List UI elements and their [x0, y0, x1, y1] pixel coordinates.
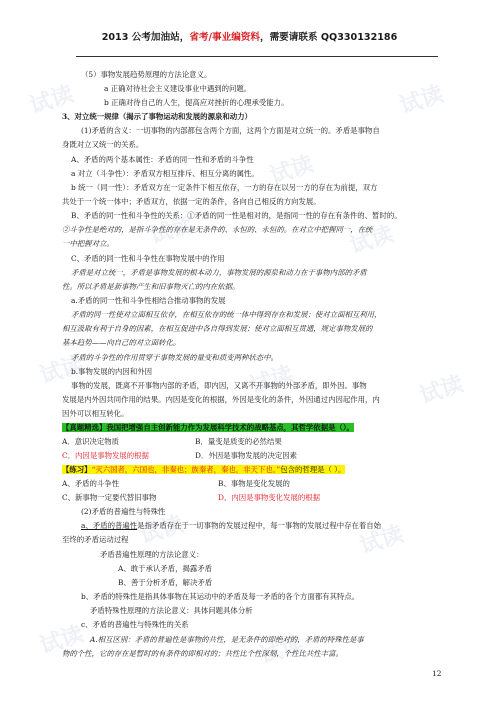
- page-header: [0, 33, 499, 43]
- option-d: D、内因是事物变化发展的根据: [218, 493, 321, 502]
- watermark: 试读: [417, 371, 467, 410]
- text-line: C、矛盾的同一性和斗争性在事物发展中的作用: [71, 254, 225, 263]
- header-rule: [76, 56, 438, 57]
- practice-tag: 【练习】: [62, 465, 92, 474]
- watermark: 试读: [397, 81, 447, 120]
- text-line: 事物的发展，既离不开事物内部的矛盾，即内因，又离不开事物的外部矛盾，即外因。事物: [71, 381, 367, 390]
- text-line: b 统一（同一性）：矛盾双方在一定条件下相互依存，一方的存在以另一方的存在为前提，双方: [71, 183, 378, 192]
- text-line: 发展是内外因共同作用的结果。内因是变化的根据，外因是变化的条件，外因通过内因起作用，内: [62, 395, 380, 404]
- option-a: A．意识决定物质: [62, 437, 120, 446]
- exam-tag: 【真题精选】: [62, 423, 107, 432]
- page-number: 12: [432, 669, 442, 678]
- option-b: B、事物是变化发展的: [218, 479, 290, 488]
- text-line: A.相互区别：矛盾的普遍性是事物的共性，是无条件的即绝对的，矛盾的特殊性是事: [90, 635, 364, 644]
- practice-question-text: 包含的哲理是（ ）。: [280, 465, 346, 474]
- watermark: 试读: [27, 81, 77, 120]
- practice-quote: “灭六国者，六国也，非秦也；族秦者，秦也，非天下也。”: [91, 465, 281, 474]
- option-d: D．外因是事物发展的决定因素: [195, 451, 298, 460]
- text-line: A、敢于承认矛盾，揭露矛盾: [118, 564, 213, 573]
- watermark: 试读: [357, 521, 407, 560]
- text-line: 因外可以相互转化。: [62, 409, 129, 418]
- watermark: 试读: [37, 351, 87, 390]
- option-a: A、矛盾的斗争性: [62, 479, 120, 488]
- text-line: (2)矛盾的普遍性与特殊性: [81, 507, 166, 516]
- watermark: 试读: [147, 211, 197, 250]
- text-line: 物的个性，它的存在是暂时的有条件的即相对的；共性比个性深刻，个性比共性丰富。: [62, 649, 343, 658]
- text-line: 矛盾的同一性使对立面相互依存，在相互依存的统一体中得到存在和发展；使对立面相互利用，: [71, 310, 382, 319]
- option-c: C．内因是事物发展的根据: [62, 451, 149, 460]
- text-line: ②斗争性是绝对的，是指斗争性的存在是无条件的、永恒的、永恒的。在对立中把握同一，在统: [62, 225, 373, 234]
- option-c: C、新事物一定要代替旧事物: [62, 493, 157, 502]
- watermark: 试读: [347, 221, 397, 260]
- watermark: 试读: [247, 361, 297, 400]
- exam-question-text: 我国把增强自主创新能力作为发展科学技术的战略基点，其哲学依据是（）。: [106, 423, 354, 432]
- watermark: 试读: [137, 511, 187, 550]
- term-underlined: a、矛盾的普遍性: [81, 521, 138, 530]
- text-line: 矛盾普遍性原理的方法论意义：: [100, 550, 204, 559]
- text-line: 共处于一个统一体中；矛盾双方，依据一定的条件，各向自己相反的方向发展。: [62, 197, 321, 206]
- text-line: （5）事物发展趋势原理的方法论意义。: [81, 70, 212, 79]
- text-line: 矛盾的斗争性的作用贯穿于事物发展的量变和质变两种状态中。: [71, 353, 278, 362]
- text-line: b.事物发展的内因和外因: [71, 367, 152, 376]
- text-line: a 对立（斗争性）：矛盾双方相互排斥、相互分离的属性。: [71, 169, 259, 178]
- text-line: c、矛盾的普遍性与特殊性的关系: [81, 620, 189, 629]
- exam-question-stem: [62, 424, 354, 431]
- text-line: 矛盾是对立统一，矛盾是事物发展的根本动力，事物发展的源泉和动力在于事物内部的矛盾: [71, 268, 367, 277]
- text-line: 相互汲取有利于自身的因素，在相互促进中各自得到发展；使对立面相互贯通，规定事物发展的: [62, 324, 373, 333]
- text-line: [81, 522, 381, 529]
- text-line: 矛盾特殊性原理的方法论意义：具体问题具体分析: [90, 606, 253, 615]
- text-line: 基本趋势——向自己的对立面转化。: [62, 338, 181, 347]
- header-highlight: 省考/事业编资料: [189, 32, 260, 43]
- watermark: 试读: [37, 621, 87, 660]
- text-line: b、矛盾的特殊性是指具体事物在其运动中的矛盾及每一矛盾的各个方面都有其特点。: [81, 592, 360, 601]
- text-line: (1)矛盾的含义：一切事物的内部都包含两个方面，这两个方面是对立统一的。矛盾是事物自: [81, 126, 380, 135]
- text-line: 性。所以矛盾是新事物产生和旧事物灭亡的内在依据。: [62, 282, 240, 291]
- header-suffix: ，需要请联系 QQ330132186: [259, 32, 398, 43]
- option-b: B．量变是质变的必然结果: [195, 437, 282, 446]
- text-line: a 正确对待社会主义建设事业中遇到的问题。: [104, 84, 252, 93]
- text-line: 身既对立又统一的关系。: [62, 140, 144, 149]
- section-heading: 3、对立统一规律（揭示了事物运动和发展的源泉和动力）: [62, 112, 252, 121]
- watermark: 试读: [267, 151, 317, 190]
- text-line: 一中把握对立。: [62, 239, 114, 248]
- text-line: A、矛盾的两个基本属性：矛盾的同一性和矛盾的斗争性: [71, 155, 254, 164]
- text-line: B、善于分析矛盾，解决矛盾: [118, 578, 213, 587]
- watermark: 试读: [257, 631, 307, 670]
- practice-question-stem: [62, 466, 345, 473]
- text-line: 至终的矛盾运动过程: [62, 535, 129, 544]
- text-line: b 正确对待自己的人生，提高应对挫折的心理承受能力。: [104, 98, 289, 107]
- text-line: B、矛盾的同一性和斗争性的关系：①矛盾的同一性是相对的，是指同一性的存在有条件的、暂时的。: [71, 211, 402, 220]
- term-definition: 是指矛盾存在于一切事物的发展过程中，每一事物的发展过程中存在着自始: [137, 521, 382, 530]
- header-prefix: 2013 公考加油站，: [101, 32, 190, 43]
- text-line: a.矛盾的同一性和斗争性相结合推动事物的发展: [71, 296, 226, 305]
